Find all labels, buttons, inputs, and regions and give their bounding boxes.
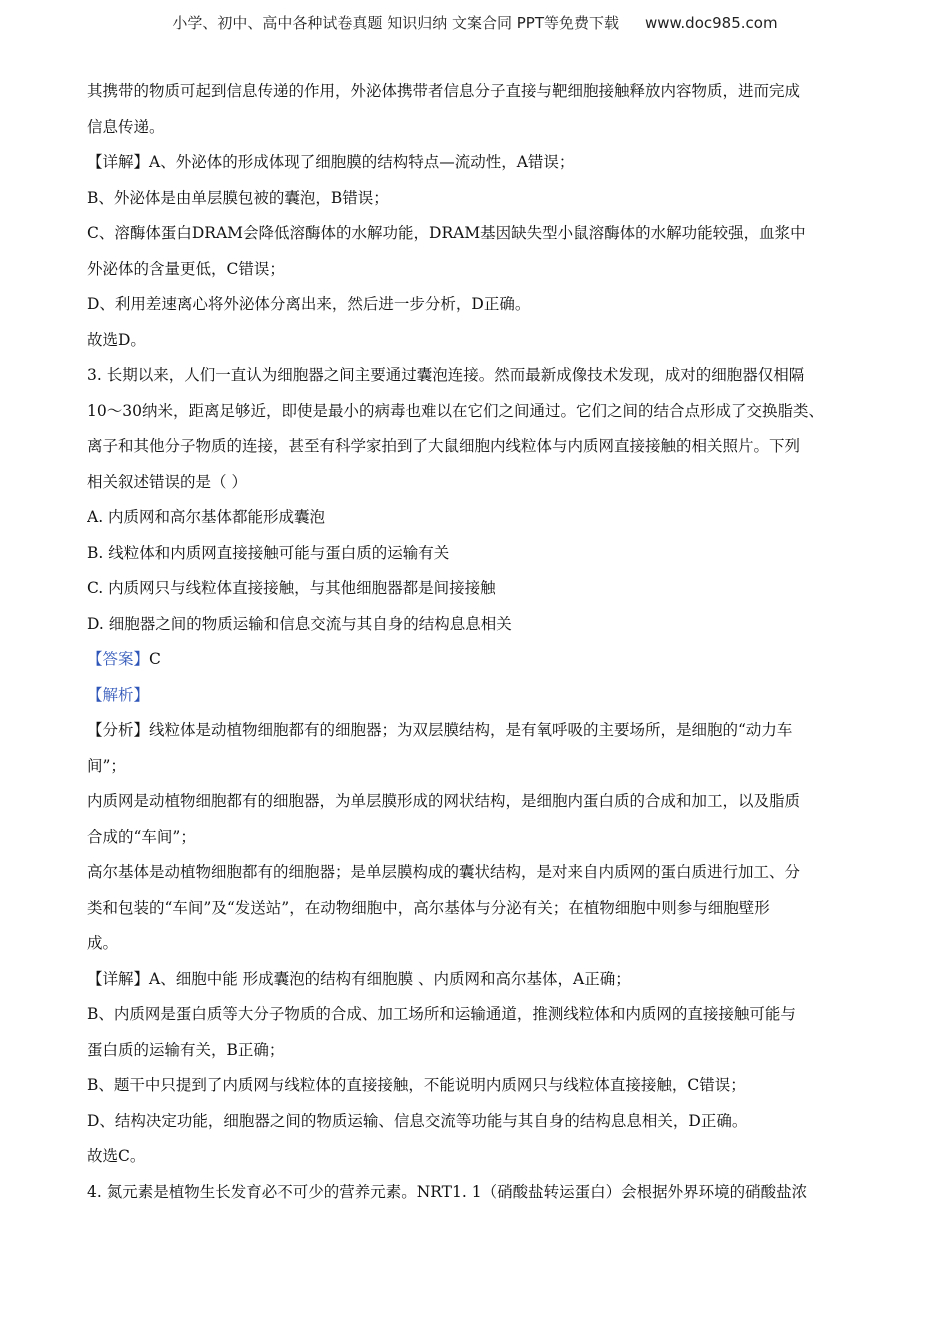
- option-a: A. 内质网和高尔基体都能形成囊泡: [87, 508, 326, 526]
- emphasis-char: 误: [164, 472, 181, 491]
- option-d: D. 细胞器之间的物质运输和信息交流与其自身的结构息息相关: [87, 614, 512, 633]
- analysis-line: 高尔基体是动植物细胞都有的细胞器；是单层膜构成的囊状结构，是对来自内质网的蛋白质进行加工、分: [87, 863, 801, 881]
- q3-suffix: 的是（ ）: [180, 472, 247, 491]
- answer-line: [87, 642, 877, 678]
- detail-line: B、题干中只提到了内质网与线粒体的直接接触，不能说明内质网只与线粒体直接接触，C错误；: [87, 1076, 746, 1094]
- text-line: B、外泌体是由单层膜包被的囊泡，B错误；: [87, 188, 389, 207]
- text-line: 【详解】A、外泌体的形成体现了细胞膜的结构特点—流动性，A错误；: [87, 153, 575, 171]
- question-3-line: 离子和其他分子物质的连接，甚至有科学家拍到了大鼠细胞内线粒体与内质网直接接触的相关照片。下列: [87, 437, 801, 455]
- analysis-line: 内质网是动植物细胞都有的细胞器，为单层膜形成的网状结构，是细胞内蛋白质的合成和加工，以及脂质: [87, 792, 801, 810]
- option-b: B. 线粒体和内质网直接接触可能与蛋白质的运输有关: [87, 543, 450, 562]
- detail-line: 【详解】A、细胞中能 形成囊泡的结构有细胞膜 、内质网和高尔基体，A正确；: [87, 969, 631, 988]
- detail-line: 故选C。: [87, 1147, 146, 1165]
- answer-label: 【答案】: [87, 650, 150, 668]
- page-header: [0, 12, 950, 33]
- question-3-line: 10～30纳米，距离足够近，即使是最小的病毒也难以在它们之间通过。它们之间的结合点形成了交换脂类、: [87, 401, 824, 420]
- analysis-label: 【解析】: [87, 685, 150, 704]
- q3-prefix: 相关叙述: [87, 472, 150, 491]
- text-line: 信息传递。: [87, 117, 165, 136]
- analysis-line: 成。: [87, 934, 119, 952]
- answer-value: C: [149, 650, 161, 668]
- text-line: C、溶酶体蛋白DRAM会降低溶酶体的水解功能，DRAM基因缺失型小鼠溶酶体的水解功能较强，血浆中: [87, 224, 806, 242]
- text-line: D、利用差速离心将外泌体分离出来，然后进一步分析，D正确。: [87, 295, 531, 313]
- header-site-link[interactable]: www.doc985.com: [644, 14, 778, 32]
- detail-line: B、内质网是蛋白质等大分子物质的合成、加工场所和运输通道，推测线粒体和内质网的直接接触可能与: [87, 1005, 796, 1023]
- document-body: [87, 74, 877, 1210]
- emphasis-char: 错: [149, 472, 165, 491]
- analysis-line: 类和包装的“车间”及“发送站”，在动物细胞中，高尔基体与分泌有关；在植物细胞中则参与细胞壁形: [87, 898, 770, 917]
- text-line: 外泌体的含量更低，C错误；: [87, 259, 285, 278]
- analysis-line: 间”；: [87, 756, 126, 775]
- text-line: 故选D。: [87, 330, 146, 349]
- question-3-last-line: [87, 465, 877, 501]
- analysis-line: 合成的“车间”；: [87, 827, 196, 846]
- detail-line: 蛋白质的运输有关，B正确；: [87, 1040, 285, 1059]
- analysis-line: 【分析】线粒体是动植物细胞都有的细胞器；为双层膜结构，是有氧呼吸的主要场所，是细胞的“动力车: [87, 721, 793, 739]
- detail-line: D、结构决定功能，细胞器之间的物质运输、信息交流等功能与其自身的结构息息相关，D正确。: [87, 1111, 748, 1130]
- header-text: 小学、初中、高中各种试卷真题 知识归纳 文案合同 PPT等免费下载: [172, 14, 619, 32]
- question-3-line: 3. 长期以来，人们一直认为细胞器之间主要通过囊泡连接。然而最新成像技术发现，成对的细胞器仅相隔: [87, 366, 805, 384]
- option-c: C. 内质网只与线粒体直接接触，与其他细胞器都是间接接触: [87, 579, 496, 597]
- question-4-line: 4. 氮元素是植物生长发育必不可少的营养元素。NRT1. 1（硝酸盐转运蛋白）会根据外界环境的硝酸盐浓: [87, 1182, 808, 1201]
- text-line: 其携带的物质可起到信息传递的作用，外泌体携带者信息分子直接与靶细胞接触释放内容物质，进而完成: [87, 82, 801, 100]
